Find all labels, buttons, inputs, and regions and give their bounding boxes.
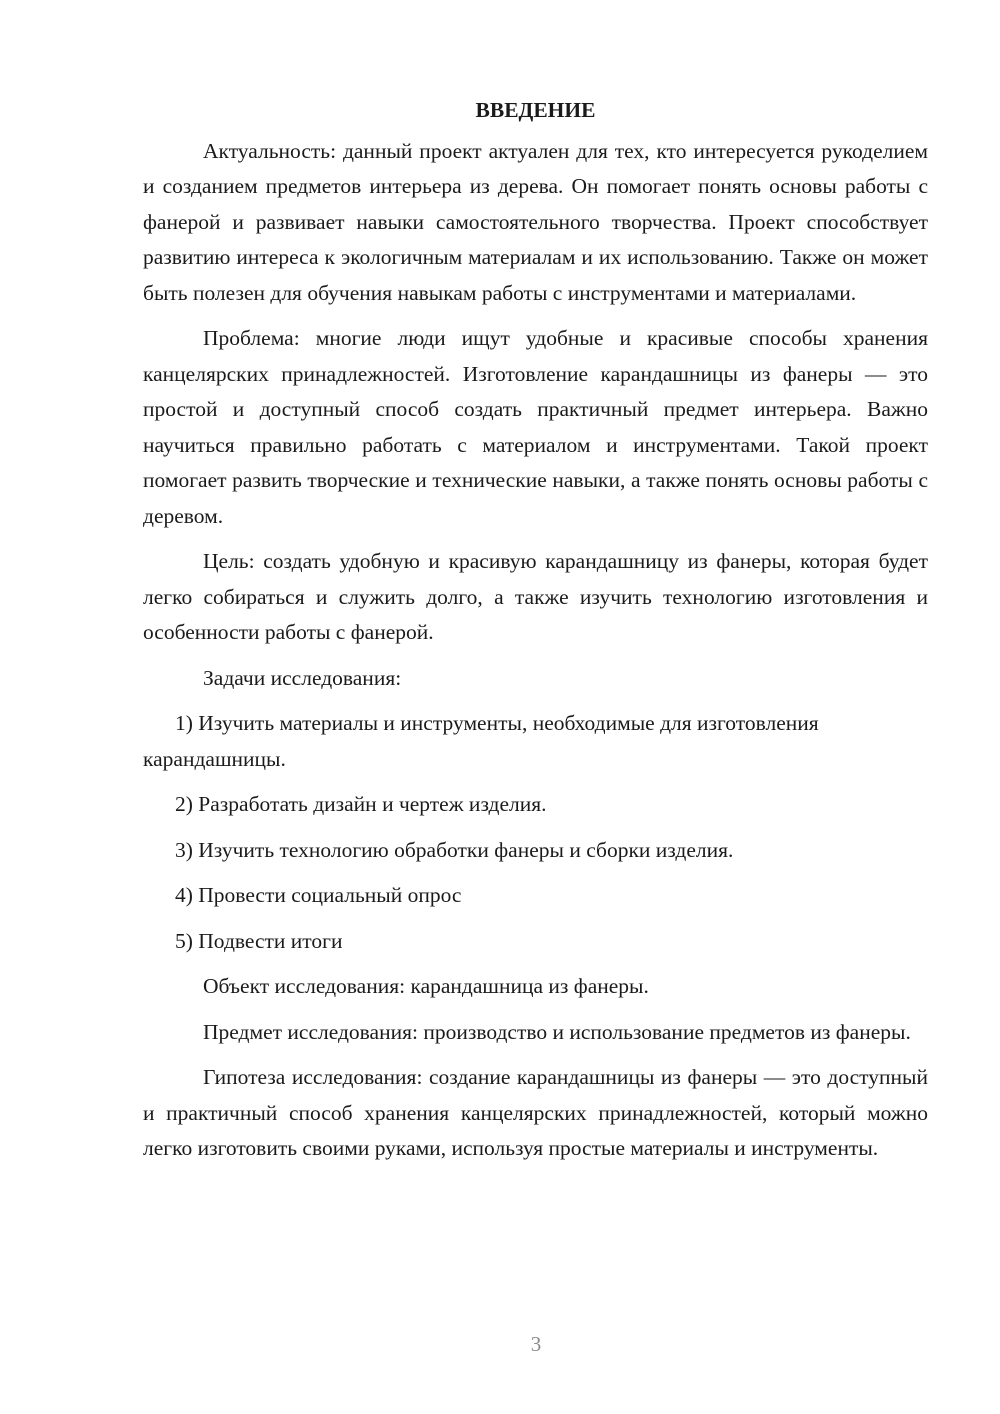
subject-paragraph: Предмет исследования: производство и использование предметов из фанеры. xyxy=(203,1019,911,1044)
object-paragraph: Объект исследования: карандашница из фанеры. xyxy=(203,974,649,998)
page-content xyxy=(143,93,928,1177)
page-number: 3 xyxy=(530,1332,542,1356)
tasks-heading: Задачи исследования: xyxy=(203,665,402,690)
task-item: 5) Подвести итоги xyxy=(175,928,343,953)
problem-paragraph: Проблема: многие люди ищут удобные и красивые способы хранения канцелярских принадлежностей. Изготовление карандашницы из фанеры — это простой и доступный способ создать практичный предмет интерьера. Важно научиться правильно работать с материалом и инструментами. Такой проект помогает развить творческие и технические навыки, а также понять основы работы с деревом. xyxy=(143,326,928,528)
goal-paragraph: Цель: создать удобную и красивую карандашницу из фанеры, которая будет легко собираться и служить долго, а также изучить технологию изготовления и особенности работы с фанерой. xyxy=(143,549,928,644)
task-item: 2) Разработать дизайн и чертеж изделия. xyxy=(175,792,547,816)
section-title: ВВЕДЕНИЕ xyxy=(475,98,596,122)
hypothesis-paragraph: Гипотеза исследования: создание карандашницы из фанеры — это доступный и практичный способ хранения канцелярских принадлежностей, который можно легко изготовить своими руками, используя простые материалы и инструменты. xyxy=(143,1065,928,1160)
relevance-paragraph: Актуальность: данный проект актуален для тех, кто интересуется рукоделием и созданием предметов интерьера из дерева. Он помогает понять основы работы с фанерой и развивает навыки самостоятельного творчества. Проект способствует развитию интереса к экологичным материалам и их использованию. Также он может быть полезен для обучения навыкам работы с инструментами и материалами. xyxy=(143,138,928,305)
task-item: 3) Изучить технологию обработки фанеры и сборки изделия. xyxy=(175,837,734,862)
tasks-list xyxy=(143,706,928,959)
task-item: 4) Провести социальный опрос xyxy=(175,883,462,907)
task-item: 1) Изучить материалы и инструменты, необходимые для изготовления карандашницы. xyxy=(143,711,819,771)
